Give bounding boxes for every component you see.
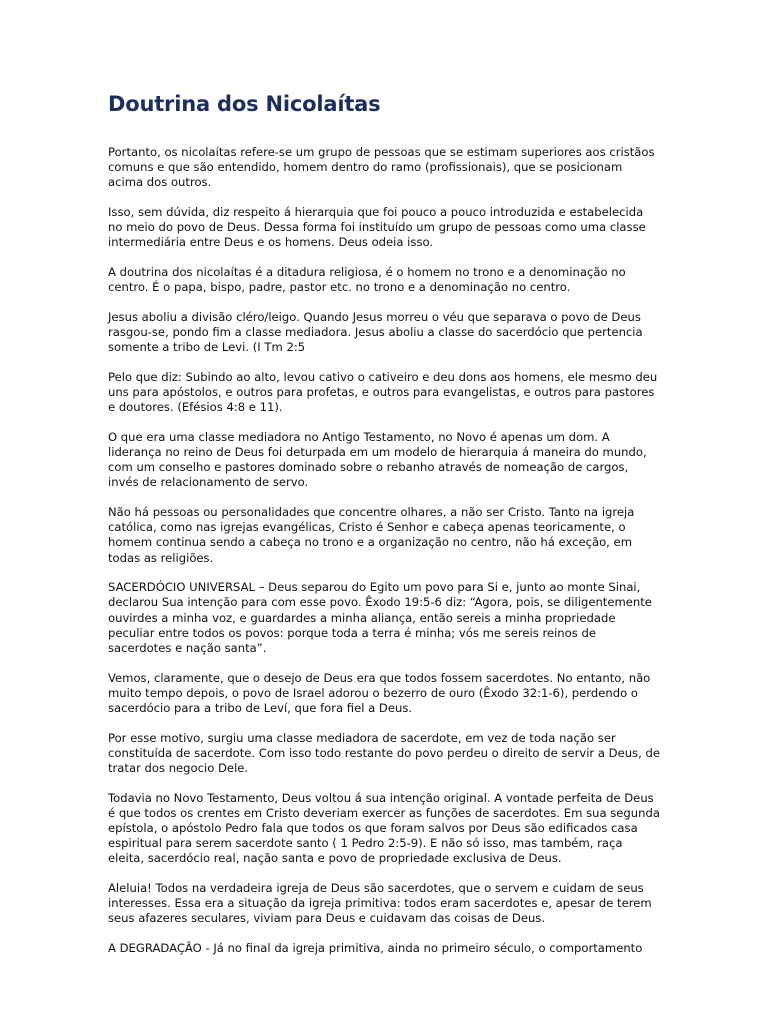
paragraph: A DEGRADAÇÃO - Já no final da igreja primitiva, ainda no primeiro século, o comportamento: [108, 941, 643, 956]
paragraph: Vemos, claramente, que o desejo de Deus era que todos fossem sacerdotes. No entanto, não muito tempo depois, o povo de Israel adorou o bezerro de ouro (Êxodo 32:1-6), perdendo o sacerdócio para a tribo de Leví, que fora fiel a Deus.: [108, 670, 651, 716]
paragraph: A doutrina dos nicolaítas é a ditadura religiosa, é o homem no trono e a denominação no centro. É o papa, bispo, padre, pastor etc. no trono e a denominação no centro.: [108, 265, 626, 295]
document-body: [108, 145, 660, 956]
paragraph: SACERDÓCIO UNIVERSAL – Deus separou do Egito um povo para Si e, junto ao monte Sinai, declarou Sua intenção para com esse povo. Êxodo 19:5-6 diz: “Agora, pois, se diligentemente ouvirdes a minha voz, e guardardes a minha aliança, então sereis a minha propriedade peculiar entre todos os povos: porque toda a terra é minha; vós me sereis reinos de sacerdotes e nação santa”.: [108, 580, 652, 656]
paragraph: Isso, sem dúvida, diz respeito á hierarquia que foi pouco a pouco introduzida e estabelecida no meio do povo de Deus. Dessa forma foi instituído um grupo de pessoas como uma classe intermediária entre Deus e os homens. Deus odeia isso.: [108, 205, 646, 250]
paragraph: O que era uma classe mediadora no Antigo Testamento, no Novo é apenas um dom. A liderança no reino de Deus foi deturpada em um modelo de hierarquia á maneira do mundo, com um conselho e pastores dominado sobre o rebanho através de nomeação de cargos, invés de relacionamento de servo.: [108, 429, 647, 490]
paragraph: Todavia no Novo Testamento, Deus voltou á sua intenção original. A vontade perfeita de Deus é que todos os crentes em Cristo deveriam exercer as funções de sacerdotes. Em sua segunda epístola, o apóstolo Pedro fala que todos os que foram salvos por Deus são edificados casa espiritual para serem sacerdote santo ( 1 Pedro 2:5-9). E não só isso, mas também, raça eleita, sacerdócio real, nação santa e povo de propriedade exclusiva de Deus.: [108, 790, 660, 866]
paragraph: Não há pessoas ou personalidades que concentre olhares, a não ser Cristo. Tanto na igreja católica, como nas igrejas evangélicas, Cristo é Senhor e cabeça apenas teoricamente, o homem continua sendo a cabeça no trono e a organização no centro, não há exceção, em todas as religiões.: [108, 505, 635, 565]
document-title: Doutrina dos Nicolaítas: [108, 92, 381, 116]
paragraph: Jesus aboliu a divisão cléro/leigo. Quando Jesus morreu o véu que separava o povo de Deus rasgou-se, pondo fim a classe mediadora. Jesus aboliu a classe do sacerdócio que pertencia somente a tribo de Levi. (I Tm 2:5: [108, 309, 643, 355]
paragraph: Portanto, os nicolaítas refere-se um grupo de pessoas que se estimam superiores aos cristãos comuns e que são entendido, homem dentro do ramo (profissionais), que se posicionam acima dos outros.: [108, 145, 655, 190]
paragraph: Por esse motivo, surgiu uma classe mediadora de sacerdote, em vez de toda nação ser constituída de sacerdote. Com isso todo restante do povo perdeu o direito de servir a Deus, de tratar dos negocio Dele.: [108, 730, 660, 776]
paragraph: Pelo que diz: Subindo ao alto, levou cativo o cativeiro e deu dons aos homens, ele mesmo deu uns para apóstolos, e outros para profetas, e outros para evangelistas, e outros para pastores e doutores. (Efésios 4:8 e 11).: [108, 369, 658, 415]
paragraph: Aleluia! Todos na verdadeira igreja de Deus são sacerdotes, que o servem e cuidam de seus interesses. Essa era a situação da igreja primitiva: todos eram sacerdotes e, apesar de terem seus afazeres seculares, viviam para Deus e cuidavam das coisas de Deus.: [108, 881, 652, 926]
